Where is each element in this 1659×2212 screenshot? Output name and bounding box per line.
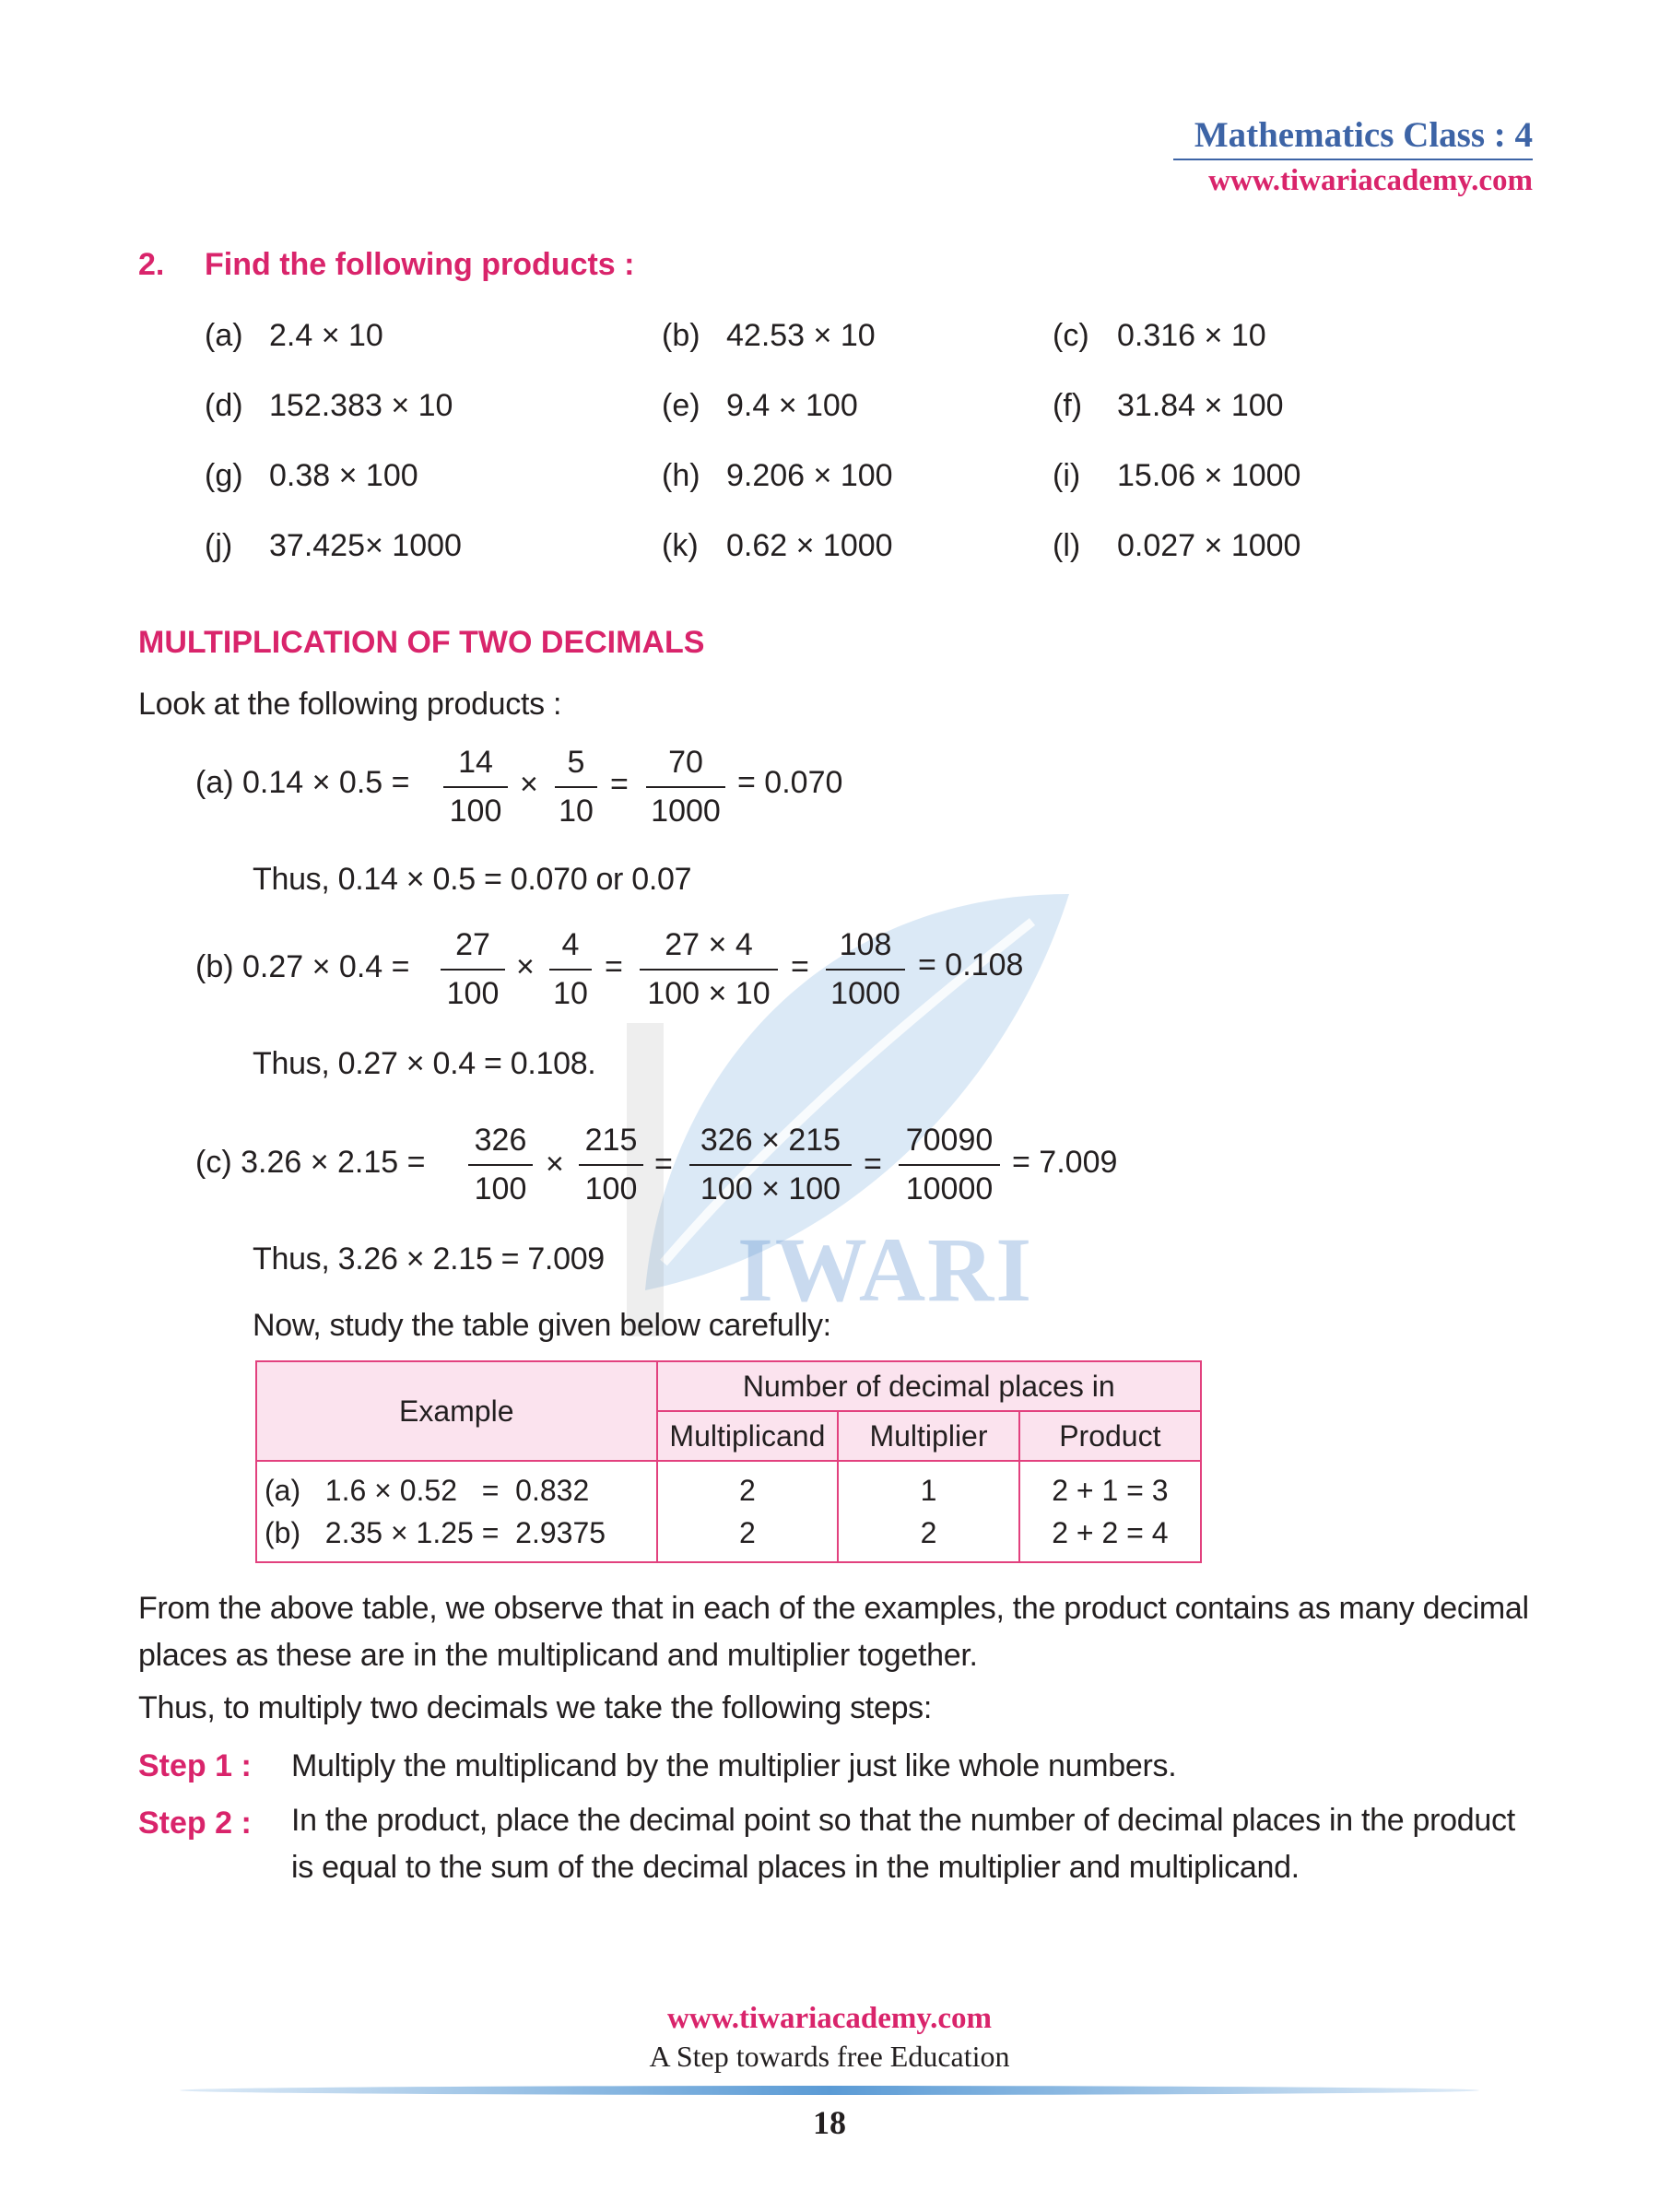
example-b-fraction-2: $\frac{4}{10}$ xyxy=(549,927,592,1012)
problem-item: (j) 37.425× 1000 xyxy=(205,528,462,563)
step-1-text: Multiply the multiplicand by the multiplier just like whole numbers. xyxy=(291,1748,1177,1783)
step-1-label: Step 1 : xyxy=(138,1748,252,1783)
example-b-fraction-1: $\frac{27}{100}$ xyxy=(441,927,505,1012)
table-cell-multiplicand: 2 2 xyxy=(657,1461,839,1562)
table-header-example: Example xyxy=(256,1361,657,1461)
table-header-multiplier: Multiplier xyxy=(838,1411,1018,1461)
header-title: Mathematics Class : 4 xyxy=(1194,115,1533,155)
example-c-op-3: = xyxy=(864,1147,882,1182)
conclusion-paragraph: From the above table, we observe that in each of the examples, the product contains as many decimal places as these are in the multiplicand and multiplier together. xyxy=(138,1591,1529,1673)
example-b-op-1: × xyxy=(516,949,535,984)
table-cell-multiplier: 1 2 xyxy=(838,1461,1018,1562)
table-header-group: Number of decimal places in xyxy=(657,1361,1201,1411)
step-2-text: In the product, place the decimal point so that the number of decimal places in the product is equal to the sum of the decimal places in the multiplier and multiplicand. xyxy=(291,1803,1515,1885)
question-title: Find the following products : xyxy=(205,247,635,282)
example-a-op-1: × xyxy=(520,767,538,802)
step-2-label: Step 2 : xyxy=(138,1806,252,1841)
example-c-op-1: × xyxy=(546,1147,564,1182)
example-b-fraction-4: $\frac{108}{1000}$ xyxy=(826,927,905,1012)
example-c-fraction-2: $\frac{215}{100}$ xyxy=(579,1123,643,1207)
conclusion-steps-intro: Thus, to multiply two decimals we take the following steps: xyxy=(138,1690,933,1725)
problem-item: (i) 15.06 × 1000 xyxy=(1053,458,1301,493)
example-c-result: = 7.009 xyxy=(1012,1145,1118,1180)
example-b-fraction-3: $\frac{27 \times 4}{100 \times 10}$ xyxy=(640,927,778,1012)
example-c-fraction-1: $\frac{326}{100}$ xyxy=(468,1123,533,1207)
problem-item: (f) 31.84 × 100 xyxy=(1053,388,1284,423)
problem-item: (a) 2.4 × 10 xyxy=(205,318,383,353)
table-cell-examples: (a) 1.6 × 0.52 = 0.832 (b) 2.35 × 1.25 = 2.9375 xyxy=(256,1461,657,1562)
problem-item: (k) 0.62 × 1000 xyxy=(662,528,893,563)
header-url[interactable]: www.tiwariacademy.com xyxy=(1208,164,1533,197)
problem-item: (d) 152.383 × 10 xyxy=(205,388,453,423)
example-c-fraction-4: $\frac{70090}{10000}$ xyxy=(899,1123,1000,1207)
problem-item: (c) 0.316 × 10 xyxy=(1053,318,1266,353)
table-header-multiplicand: Multiplicand xyxy=(657,1411,839,1461)
example-a-thus: Thus, 0.14 × 0.5 = 0.070 or 0.07 xyxy=(253,862,692,897)
problem-item: (l) 0.027 × 1000 xyxy=(1053,528,1301,563)
decimal-places-table xyxy=(255,1360,1202,1563)
question-number: 2. xyxy=(138,247,165,282)
footer-tagline: A Step towards free Education xyxy=(649,2040,1010,2073)
example-b-op-3: = xyxy=(791,949,809,984)
footer-divider xyxy=(180,2086,1479,2095)
problem-item: (h) 9.206 × 100 xyxy=(662,458,893,493)
example-a-result: = 0.070 xyxy=(737,765,843,800)
watermark-text: IWARI xyxy=(737,1218,1034,1321)
example-b-lhs: (b) 0.27 × 0.4 = xyxy=(195,949,410,984)
example-c-fraction-3: $\frac{326 \times 215}{100 \times 100}$ xyxy=(689,1123,852,1207)
footer-url[interactable]: www.tiwariacademy.com xyxy=(667,2002,992,2035)
section-title: MULTIPLICATION OF TWO DECIMALS xyxy=(138,625,705,660)
example-b-thus: Thus, 0.27 × 0.4 = 0.108. xyxy=(253,1046,596,1081)
page-number: 18 xyxy=(813,2104,846,2141)
header-divider xyxy=(1173,159,1533,160)
example-a-fraction-2: $\frac{5}{10}$ xyxy=(555,745,597,830)
table-header-product: Product xyxy=(1019,1411,1201,1461)
problem-item: (b) 42.53 × 10 xyxy=(662,318,876,353)
example-a-fraction-3: $\frac{70}{1000}$ xyxy=(646,745,725,830)
example-b-op-2: = xyxy=(605,949,623,984)
example-a-lhs: (a) 0.14 × 0.5 = xyxy=(195,765,410,800)
example-c-thus: Thus, 3.26 × 2.15 = 7.009 xyxy=(253,1241,605,1277)
section-intro: Look at the following products : xyxy=(138,687,562,722)
table-row xyxy=(256,1461,1201,1562)
example-a-op-2: = xyxy=(610,767,629,802)
example-b-result: = 0.108 xyxy=(918,947,1024,982)
table-cell-product: 2 + 1 = 3 2 + 2 = 4 xyxy=(1019,1461,1201,1562)
problem-item: (e) 9.4 × 100 xyxy=(662,388,858,423)
example-a-fraction-1: $\frac{14}{100}$ xyxy=(443,745,508,830)
study-instruction: Now, study the table given below carefully: xyxy=(253,1308,831,1343)
example-c-lhs: (c) 3.26 × 2.15 = xyxy=(195,1145,426,1180)
example-c-op-2: = xyxy=(654,1147,673,1182)
problem-item: (g) 0.38 × 100 xyxy=(205,458,418,493)
